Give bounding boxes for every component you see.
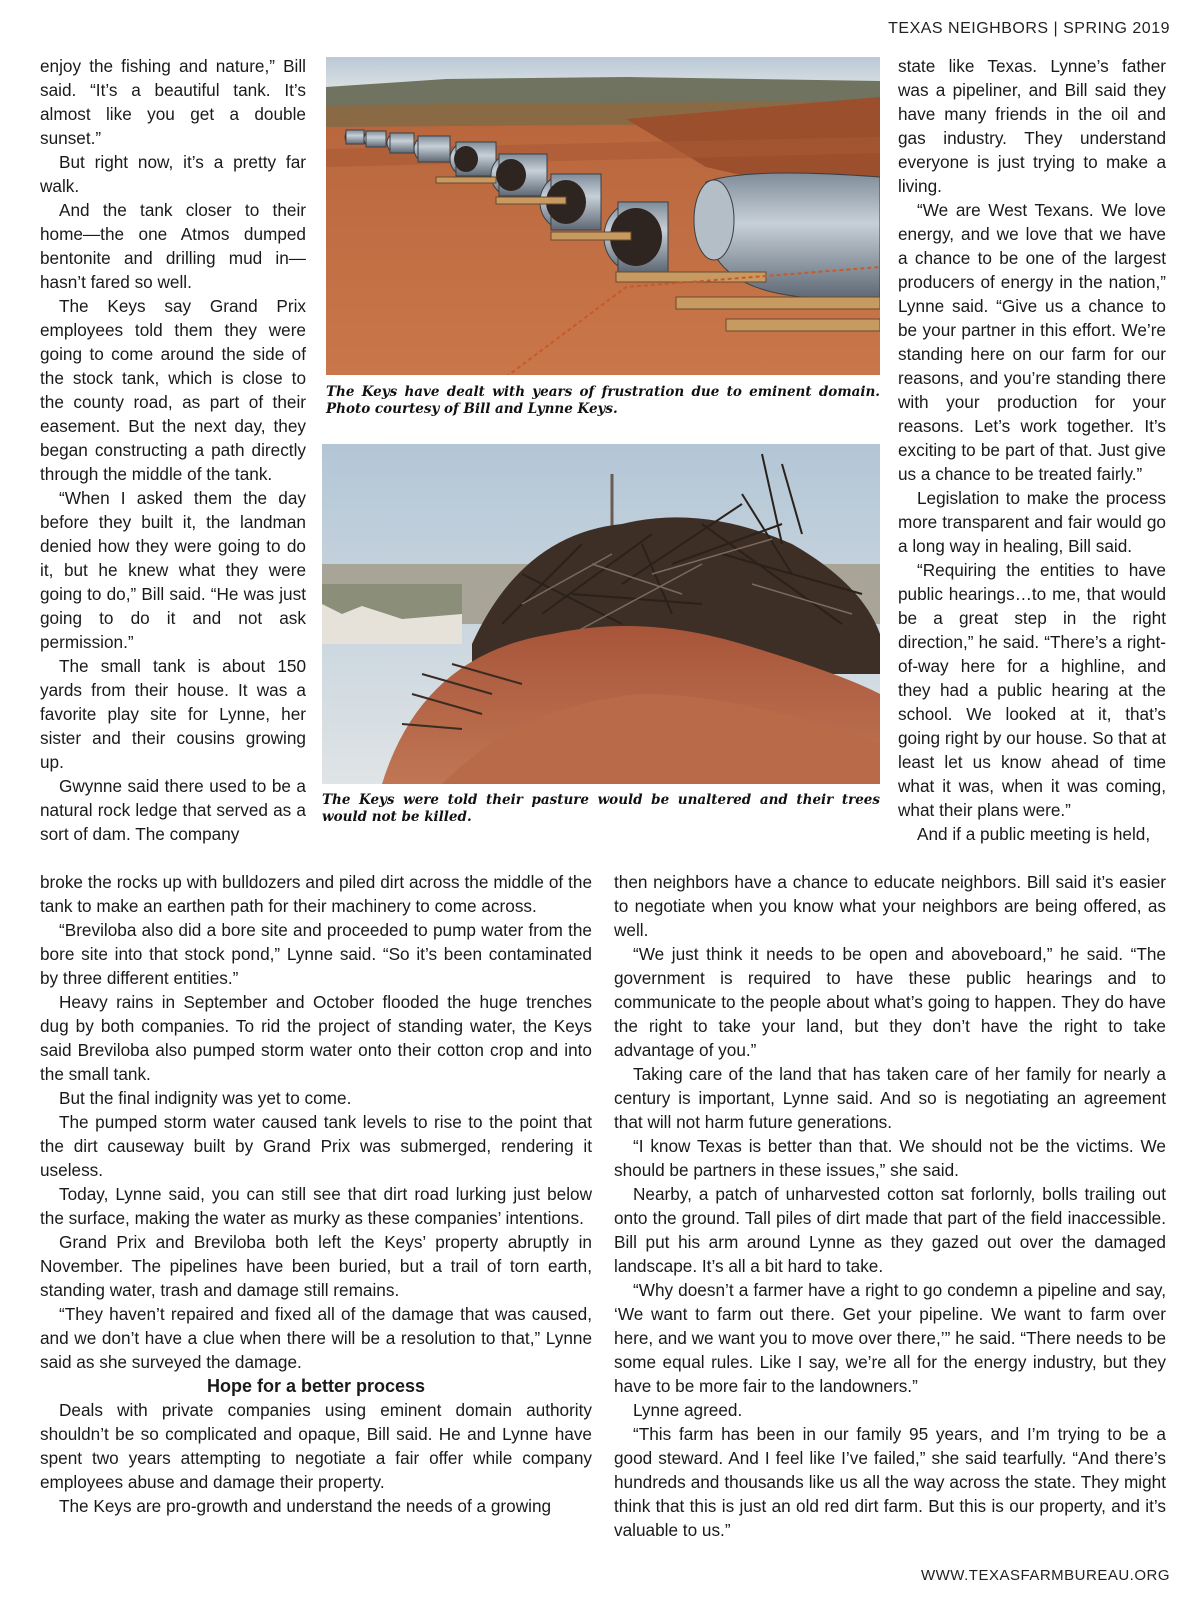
paragraph: “We just think it needs to be open and aboveboard,” he said. “The government is required to have these public hearings and to communicate to the people about what’s going to happen. They do have the right to take your land, but they don’t have the right to take advantage of you.” xyxy=(614,944,1166,1060)
page-footer-url[interactable]: WWW.TEXASFARMBUREAU.ORG xyxy=(920,1567,1170,1584)
photo-caption: The Keys were told their pasture would be unaltered and their trees would not be killed. xyxy=(322,792,880,825)
paragraph: then neighbors have a chance to educate neighbors. Bill said it’s easier to negotiate when you know what your neighbors are being offered, as well. xyxy=(614,872,1166,940)
paragraph: “Requiring the entities to have public hearings…to me, that would be a great step in the right direction,” he said. “There’s a right-of-way here for a highline, and they had a public hearing at the school. We looked at it, that’s going right by our house. So that at least let us know ahead of time what it was, when it was coming, what their plans were.” xyxy=(898,560,1166,820)
paragraph: Today, Lynne said, you can still see that dirt road lurking just below the surface, making the water as murky as these companies’ intentions. xyxy=(40,1184,592,1228)
paragraph: “Why doesn’t a farmer have a right to go condemn a pipeline and say, ‘We want to farm out there. Get your pipeline. We want to farm over here, and we want you to move over there,’” he said. “There needs to be some equal rules. Like I say, we’re all for the energy industry, but they have to be more fair to the landowners.” xyxy=(614,1280,1166,1396)
paragraph: And the tank closer to their home—the one Atmos dumped bentonite and drilling mud in—hasn’t fared so well. xyxy=(40,200,306,292)
paragraph: Heavy rains in September and October flooded the huge trenches dug by both companies. To rid the project of standing water, the Keys said Breviloba also pumped storm water onto their cotton crop and into the small tank. xyxy=(40,992,592,1084)
paragraph: The Keys are pro-growth and understand the needs of a growing xyxy=(59,1496,552,1516)
paragraph: “They haven’t repaired and fixed all of the damage that was caused, and we don’t have a clue when there will be a resolution to that,” Lynne said as she surveyed the damage. xyxy=(40,1304,592,1372)
paragraph: Legislation to make the process more transparent and fair would go a long way in healing, Bill said. xyxy=(898,488,1166,556)
paragraph: “I know Texas is better than that. We should not be the victims. We should be partners in these issues,” she said. xyxy=(614,1136,1166,1180)
paragraph: “Breviloba also did a bore site and proceeded to pump water from the bore site into that stock pond,” Lynne said. “So it’s been contaminated by three different entities.” xyxy=(40,920,592,988)
paragraph: The small tank is about 150 yards from their house. It was a favorite play site for Lynne, her sister and their cousins growing up. xyxy=(40,656,306,772)
page-header: TEXAS NEIGHBORS | SPRING 2019 xyxy=(888,20,1170,37)
paragraph: But the final indignity was yet to come. xyxy=(59,1088,352,1108)
paragraph: And if a public meeting is held, xyxy=(917,824,1151,844)
article-column-left xyxy=(40,54,306,846)
paragraph: The pumped storm water caused tank levels to rise to the point that the dirt causeway built by Grand Prix was submerged, rendering it useless. xyxy=(40,1112,592,1180)
paragraph: Taking care of the land that has taken care of her family for nearly a century is important, Lynne said. And so is negotiating an agreement that will not harm future generations. xyxy=(614,1064,1166,1132)
photo-caption: The Keys have dealt with years of frustration due to eminent domain. Photo courtesy of Bill and Lynne Keys. xyxy=(326,384,880,417)
paragraph: The Keys say Grand Prix employees told them they were going to come around the side of the stock tank, which is close to the county road, as part of their easement. But the next day, they began constructing a path directly through the middle of the tank. xyxy=(40,296,306,484)
article-column-right xyxy=(898,54,1166,846)
article-column-bottom-right xyxy=(614,870,1166,1542)
paragraph: “We are West Texans. We love energy, and we love that we have a chance to be one of the largest producers of energy in the nation,” Lynne said. “Give us a chance to be your partner in this effort. We’re standing here on our farm for our reasons, and you’re standing there with your production for your reasons. Let’s work together. It’s exciting to be part of that. Just give us a chance to be treated fairly.” xyxy=(898,200,1166,484)
article-column-bottom-left xyxy=(40,870,592,1518)
paragraph: Grand Prix and Breviloba both left the Keys’ property abruptly in November. The pipelines have been buried, but a trail of torn earth, standing water, trash and damage still remains. xyxy=(40,1232,592,1300)
paragraph: “When I asked them the day before they built it, the landman denied how they were going to do it, but he knew what they were going to do,” Bill said. “He was just going to do it and not ask permission.” xyxy=(40,488,306,652)
paragraph: enjoy the fishing and nature,” Bill said. “It’s a beautiful tank. It’s almost like you get a double sunset.” xyxy=(40,56,306,148)
section-subheading: Hope for a better process xyxy=(206,1376,426,1396)
paragraph: broke the rocks up with bulldozers and piled dirt across the middle of the tank to make an earthen path for their machinery to come across. xyxy=(40,872,592,916)
brush-pile-photo xyxy=(322,444,880,784)
paragraph: “This farm has been in our family 95 years, and I’m trying to be a good steward. And I feel like I’ve failed,” she said tearfully. “And there’s hundreds and thousands like us all the way across the state. They might think that this is just an old red dirt farm. But this is our property, and it’s valuable to us.” xyxy=(614,1424,1166,1540)
paragraph: Gwynne said there used to be a natural rock ledge that served as a sort of dam. The company xyxy=(40,776,306,844)
pipeline-pipes-photo xyxy=(326,57,880,375)
paragraph: But right now, it’s a pretty far walk. xyxy=(40,152,306,196)
paragraph: state like Texas. Lynne’s father was a pipeliner, and Bill said they have many friends in the oil and gas industry. They understand everyone is just trying to make a living. xyxy=(898,56,1166,196)
paragraph: Deals with private companies using eminent domain authority shouldn’t be so complicated and opaque, Bill said. He and Lynne have spent two years attempting to negotiate a fair offer while company employees abuse and damage their property. xyxy=(40,1400,592,1492)
paragraph: Lynne agreed. xyxy=(633,1400,743,1420)
paragraph: Nearby, a patch of unharvested cotton sat forlornly, bolls trailing out onto the ground. Tall piles of dirt made that part of the field inaccessible. Bill put his arm around Lynne as they gazed out over the damaged landscape. It’s all a bit hard to take. xyxy=(614,1184,1166,1276)
